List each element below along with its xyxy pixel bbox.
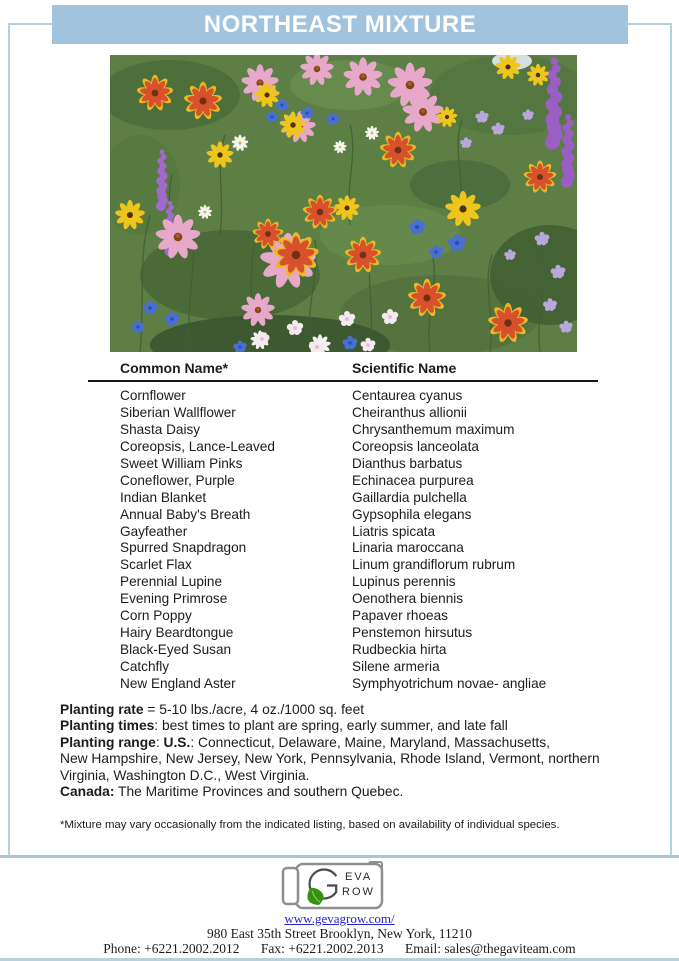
planting-canada-line: Canada: The Maritime Provinces and southern Quebec. — [60, 784, 404, 800]
table-row — [120, 591, 598, 608]
column-header-common-name: Common Name* — [120, 360, 229, 376]
common-name-cell: Hairy Beardtongue — [120, 625, 234, 641]
table-row — [120, 422, 598, 439]
scientific-name-cell: Silene armeria — [352, 659, 440, 674]
common-name-cell: Corn Poppy — [120, 608, 192, 624]
common-name-cell: Spurred Snapdragon — [120, 540, 247, 556]
table-row — [120, 574, 598, 591]
table-row — [120, 524, 598, 541]
logo-spine-shape — [283, 868, 298, 904]
scientific-name-cell: Papaver rhoeas — [352, 608, 448, 624]
phone-text: Phone: +6221.2002.2012 — [103, 941, 240, 956]
scientific-name-cell: Penstemon hirsutus — [352, 625, 473, 641]
scientific-name-cell: Gaillardia pulchella — [352, 489, 467, 505]
scientific-name-cell: Lupinus perennis — [352, 574, 456, 590]
footer-separator-line — [0, 855, 679, 858]
species-table-header — [120, 360, 598, 376]
contact-line — [0, 941, 679, 957]
common-name-cell: New England Aster — [120, 675, 236, 691]
table-row — [120, 490, 598, 507]
common-name-cell: Coneflower, Purple — [120, 472, 235, 488]
page-title: NORTHEAST MIXTURE — [203, 10, 477, 38]
table-row — [120, 388, 598, 405]
common-name-cell: Shasta Daisy — [120, 421, 201, 437]
table-row — [120, 405, 598, 422]
common-name-cell: Black-Eyed Susan — [120, 642, 232, 658]
table-row — [120, 439, 598, 456]
species-table-body — [120, 388, 598, 693]
common-name-cell: Catchfly — [120, 659, 170, 674]
common-name-cell: Gayfeather — [120, 523, 188, 539]
scientific-name-cell: Oenothera biennis — [352, 591, 464, 607]
title-banner — [52, 5, 628, 44]
planting-rate-line: Planting rate = 5-10 lbs./acre, 4 oz./1000 sq. feet — [60, 702, 365, 717]
column-header-scientific-name: Scientific Name — [352, 360, 457, 376]
planting-info — [60, 702, 640, 800]
scientific-name-cell: Centaurea cyanus — [352, 388, 463, 403]
scientific-name-cell: Symphyotrichum novae- angliae — [352, 675, 547, 691]
table-row — [120, 659, 598, 676]
common-name-cell: Cornflower — [120, 388, 186, 403]
scientific-name-cell: Coreopsis lanceolata — [352, 438, 479, 454]
table-row — [120, 507, 598, 524]
scientific-name-cell: Cheiranthus allionii — [352, 404, 467, 420]
common-name-cell: Scarlet Flax — [120, 557, 192, 573]
scientific-name-cell: Echinacea purpurea — [352, 472, 474, 488]
address-line: 980 East 35th Street Brooklyn, New York, 11210 — [207, 926, 472, 941]
gevagrow-logo — [279, 861, 401, 911]
scientific-name-cell: Liatris spicata — [352, 523, 436, 539]
planting-times-line: Planting times: best times to plant are spring, early summer, and late fall — [60, 718, 508, 734]
mixture-disclaimer: *Mixture may vary occasionally from the indicated listing, based on availability of individual species. — [60, 819, 560, 831]
scientific-name-cell: Chrysanthemum maximum — [352, 421, 515, 437]
table-row — [120, 642, 598, 659]
table-header-rule — [88, 380, 598, 382]
website-link[interactable]: www.gevagrow.com/ — [284, 911, 395, 926]
table-row — [120, 456, 598, 473]
logo-text-line2: ROW — [342, 886, 375, 898]
common-name-cell: Siberian Wallflower — [120, 404, 236, 420]
logo-text-line1: EVA — [345, 871, 373, 883]
table-row — [120, 473, 598, 490]
common-name-cell: Indian Blanket — [120, 489, 207, 505]
scientific-name-cell: Linaria maroccana — [352, 540, 464, 556]
table-row — [120, 608, 598, 625]
common-name-cell: Evening Primrose — [120, 591, 228, 607]
table-row — [120, 557, 598, 574]
table-row — [120, 540, 598, 557]
table-row — [120, 625, 598, 642]
common-name-cell: Coreopsis, Lance-Leaved — [120, 438, 275, 454]
table-row — [120, 676, 598, 693]
scientific-name-cell: Linum grandiflorum rubrum — [352, 557, 516, 573]
common-name-cell: Annual Baby's Breath — [120, 506, 251, 522]
planting-range-line: Planting range: U.S.: Connecticut, Delaware, Maine, Maryland, Massachusetts, New Hampshire, New Jersey, New York, Pennsylvania, Rhode Island, Vermont, northern Virginia, Washington D.C., West Virginia. — [60, 734, 600, 783]
fax-text: Fax: +6221.2002.2013 — [260, 941, 384, 956]
common-name-cell: Sweet William Pinks — [120, 455, 243, 471]
common-name-cell: Perennial Lupine — [120, 574, 223, 590]
wildflower-meadow-photo — [110, 55, 577, 352]
scientific-name-cell: Dianthus barbatus — [352, 455, 463, 471]
scientific-name-cell: Gypsophila elegans — [352, 506, 472, 522]
email-text: Email: sales@thegaviteam.com — [405, 941, 576, 956]
footer — [0, 911, 679, 927]
scientific-name-cell: Rudbeckia hirta — [352, 642, 447, 658]
